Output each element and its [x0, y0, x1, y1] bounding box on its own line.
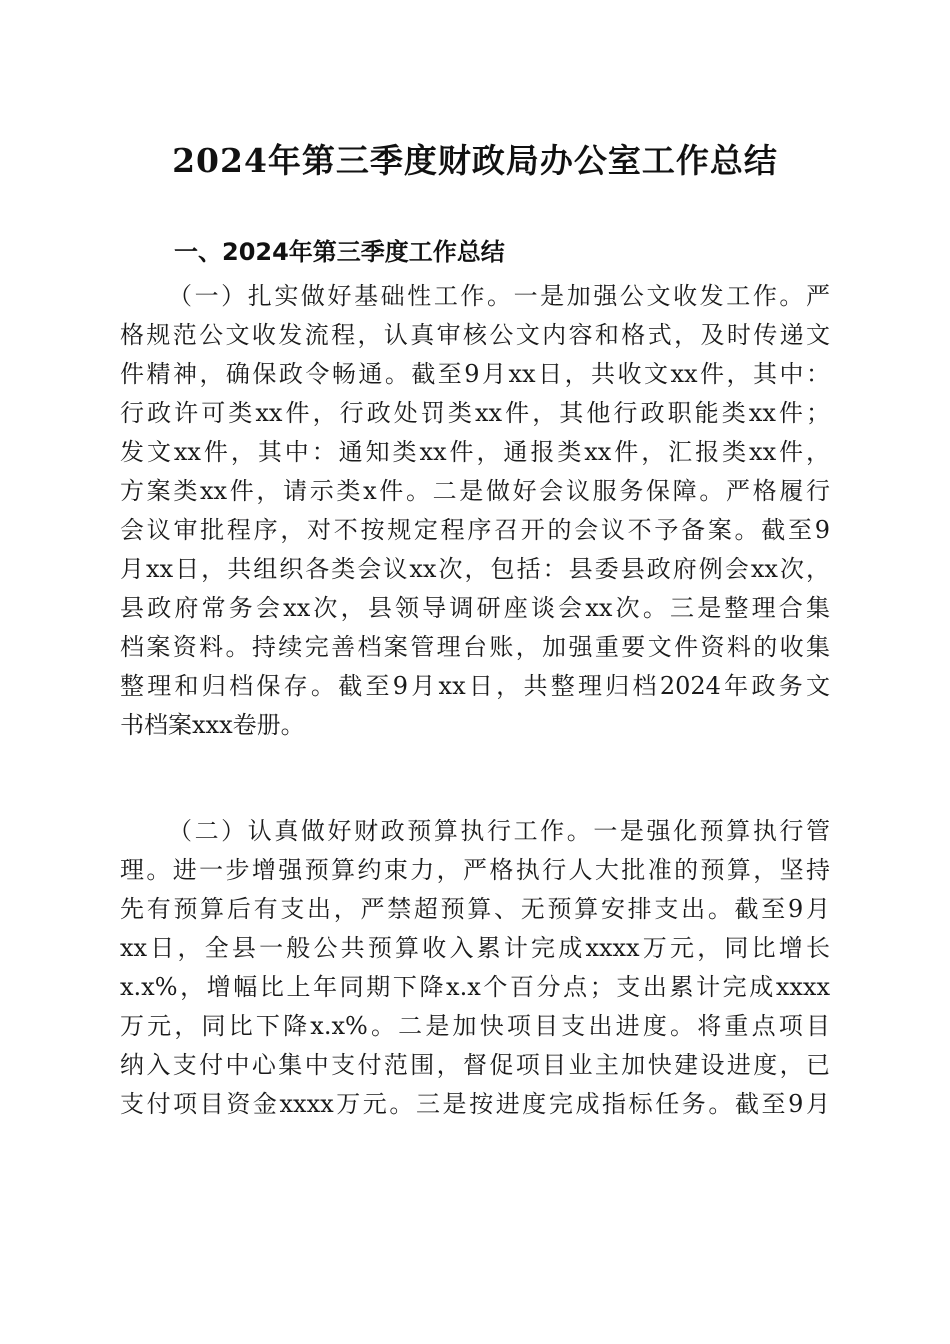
paragraph-2 — [120, 812, 830, 1124]
paragraph-line: 格规范公文收发流程，认真审核公文内容和格式，及时传递文 — [120, 321, 830, 349]
paragraph-line: 县政府常务会xx次，县领导调研座谈会xx次。三是整理合集 — [120, 594, 830, 622]
paragraph-line: 件精神，确保政令畅通。截至9月xx日，共收文xx件，其中： — [120, 360, 830, 388]
paragraph-line: 方案类xx件，请示类x件。二是做好会议服务保障。严格履行 — [120, 477, 830, 505]
section-heading: 一、2024年第三季度工作总结 — [174, 238, 505, 266]
paragraph-line: （一）扎实做好基础性工作。一是加强公文收发工作。严 — [168, 282, 830, 310]
paragraph-line: 支付项目资金xxxx万元。三是按进度完成指标任务。截至9月 — [120, 1090, 830, 1118]
paragraph-line: 万元，同比下降x.x%。二是加快项目支出进度。将重点项目 — [120, 1012, 830, 1040]
paragraph-line: 理。进一步增强预算约束力，严格执行人大批准的预算，坚持 — [120, 856, 830, 884]
paragraph-1 — [120, 277, 830, 745]
paragraph-line: 发文xx件，其中：通知类xx件，通报类xx件，汇报类xx件， — [120, 438, 830, 466]
paragraph-line: （二）认真做好财政预算执行工作。一是强化预算执行管 — [168, 817, 830, 845]
paragraph-line: 整理和归档保存。截至9月xx日，共整理归档2024年政务文 — [120, 672, 830, 700]
paragraph-line: xx日，全县一般公共预算收入累计完成xxxx万元，同比增长 — [120, 934, 830, 962]
paragraph-line: x.x%，增幅比上年同期下降x.x个百分点；支出累计完成xxxx — [120, 973, 830, 1001]
paragraph-line: 行政许可类xx件，行政处罚类xx件，其他行政职能类xx件； — [120, 399, 830, 427]
paragraph-line: 书档案xxx卷册。 — [120, 711, 305, 739]
paragraph-line: 月xx日，共组织各类会议xx次，包括：县委县政府例会xx次， — [120, 555, 830, 583]
paragraph-line: 会议审批程序，对不按规定程序召开的会议不予备案。截至9 — [120, 516, 830, 544]
paragraph-line: 纳入支付中心集中支付范围，督促项目业主加快建设进度，已 — [120, 1051, 830, 1079]
paragraph-line: 档案资料。持续完善档案管理台账，加强重要文件资料的收集 — [120, 633, 830, 661]
paragraph-line: 先有预算后有支出，严禁超预算、无预算安排支出。截至9月 — [120, 895, 830, 923]
document-title: 2024年第三季度财政局办公室工作总结 — [172, 141, 778, 180]
